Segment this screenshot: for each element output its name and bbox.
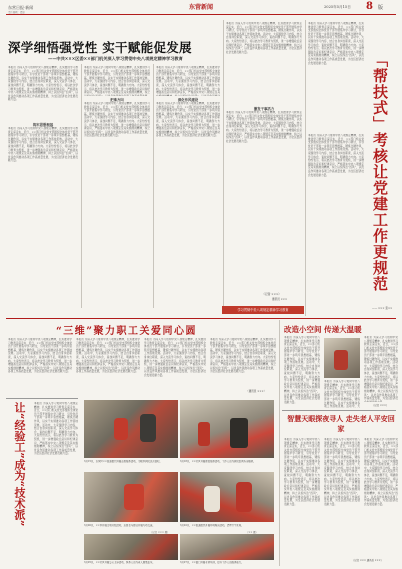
column-divider [81, 64, 82, 308]
photo-figure [204, 486, 220, 512]
right-top-byline: （记者 ×××） [372, 404, 389, 407]
three-line-byline: （通讯员 ×××） [246, 390, 267, 393]
photo-figure [334, 350, 348, 370]
photo-caption-1: 3月15日，东营区××街道组织开展志愿服务活动，为辖区居民送去温暖。 [84, 460, 162, 463]
right-top-photo [324, 338, 360, 378]
photo-1 [84, 400, 178, 458]
photo-6 [180, 534, 274, 560]
section-divider [282, 410, 396, 411]
three-line-col-4: 本报讯 为深入学习贯彻中央八项规定精神，扎实推进学习教育走深走实，近日，××部门机关党支部组织全体党员干部开展集中学习研讨，引导党员干部进一步筑牢思想根基，锤炼过硬作风，以实干实绩推动各项工作落地见效。活动中，大家围绕学习内容，结合自身岗位职责，深入交流学习体会，查找问题不足，明确努力方向。大家纷纷表示，将以此次学习教育为契机，进一步增强政治意识和纪律意识，严格落实中央八项规定及其实施细则精神，持之以恒纠治“四风”，以优良作风推动各项工作高质量发展，为全区经济社会发展贡献力量。 [210, 338, 276, 374]
right-top-col-1: 本报讯 为深入学习贯彻中央八项规定精神，扎实推进学习教育走深走实，近日，××部门机关党支部组织全体党员干部开展集中学习研讨，引导党员干部进一步筑牢思想根基，锤炼过硬作风，以实干实绩推动各项工作落地见效。活动中，大家围绕学习内容，结合自身岗位职责，深入交流学习体会，查找问题不足，明确努力方向。大家纷纷表示，将以此次学习教育为契机，进一步增强政治意识和纪律意识，严格落实中央八项规定及其实施细则精神，持之以恒纠治“四风”，以优良作风推动各项工作高质量发展，为全区经济社会发展贡献力量。 [284, 336, 320, 404]
commentary-title [368, 52, 396, 292]
banner-strip-text: 学习贯彻中央八项规定精神学习教育 [237, 308, 289, 312]
photo-4 [180, 472, 274, 522]
lead-column-3b: 本报讯 为深入学习贯彻中央八项规定精神，扎实推进学习教育走深走实，近日，××部门机关党支部组织全体党员干部开展集中学习研讨，引导党员干部进一步筑牢思想根基，锤炼过硬作风，以实干实绩推动各项工作落地见效。活动中，大家围绕学习内容，结合自身岗位职责，深入交流学习体会，查找问题不足，明确努力方向。大家纷纷表示，将以此次学习教育为契机，进一步增强政治意识和纪律意识，严格落实中央八项规定及其实施细则精神，持之以恒纠治“四风”，以优良作风推动各项工作高质量发展，为全区经济社会发展贡献力量。 [156, 102, 220, 138]
photo-caption-4: 3月22日，××街道组织开展环境整治活动，清理卫生死角。 [180, 524, 244, 527]
photo-figure [230, 418, 248, 448]
left-vertical-body: 本报讯 为深入学习贯彻中央八项规定精神，扎实推进学习教育走深走实，近日，××部门机关党支部组织全体党员干部开展集中学习研讨，引导党员干部进一步筑牢思想根基，锤炼过硬作风，以实干实绩推动各项工作落地见效。活动中，大家围绕学习内容，结合自身岗位职责，深入交流学习体会，查找问题不足，明确努力方向。大家纷纷表示，将以此次学习教育为契机，进一步增强政治意识和纪律意识，严格落实中央八项规定及其实施细则精神，持之以恒纠治“四风”，以优良作风推动各项工作高质量发展，为全区经济社会发展贡献力量。 [34, 402, 78, 456]
section-title: 东营新闻 [188, 4, 213, 11]
right-bottom-col-1: 本报讯 为深入学习贯彻中央八项规定精神，扎实推进学习教育走深走实，近日，××部门机关党支部组织全体党员干部开展集中学习研讨，引导党员干部进一步筑牢思想根基，锤炼过硬作风，以实干实绩推动各项工作落地见效。活动中，大家围绕学习内容，结合自身岗位职责，深入交流学习体会，查找问题不足，明确努力方向。大家纷纷表示，将以此次学习教育为契机，进一步增强政治意识和纪律意识，严格落实中央八项规定及其实施细则精神，持之以恒纠治“四风”，以优良作风推动各项工作高质量发展，为全区经济社会发展贡献力量。 [284, 438, 320, 506]
lead-column-1: 本报讯 为深入学习贯彻中央八项规定精神，扎实推进学习教育走深走实，近日，××部门机关党支部组织全体党员干部开展集中学习研讨，引导党员干部进一步筑牢思想根基，锤炼过硬作风，以实干实绩推动各项工作落地见效。活动中，大家围绕学习内容，结合自身岗位职责，深入交流学习体会，查找问题不足，明确努力方向。大家纷纷表示，将以此次学习教育为契机，进一步增强政治意识和纪律意识，严格落实中央八项规定及其实施细则精神，持之以恒纠治“四风”，以优良作风推动各项工作高质量发展，为全区经济社会发展贡献力量。 [8, 66, 78, 102]
photo-figure [198, 422, 210, 446]
photo-caption-5: 3月25日，××社区开展爱心义诊活动，医务人员为老人测量血压。 [84, 561, 155, 564]
lead-column-2: 本报讯 为深入学习贯彻中央八项规定精神，扎实推进学习教育走深走实，近日，××部门机关党支部组织全体党员干部开展集中学习研讨，引导党员干部进一步筑牢思想根基，锤炼过硬作风，以实干实绩推动各项工作落地见效。活动中，大家围绕学习内容，结合自身岗位职责，深入交流学习体会，查找问题不足，明确努力方向。大家纷纷表示，将以此次学习教育为契机，进一步增强政治意识和纪律意识，严格落实中央八项规定及其实施细则精神，持之 [84, 66, 150, 95]
column-divider [279, 320, 280, 566]
three-line-col-3: 本报讯 为深入学习贯彻中央八项规定精神，扎实推进学习教育走深走实，近日，××部门机关党支部组织全体党员干部开展集中学习研讨，引导党员干部进一步筑牢思想根基，锤炼过硬作风，以实干实绩推动各项工作落地见效。活动中，大家围绕学习内容，结合自身岗位职责，深入交流学习体会，查找问题不足，明确努力方向。大家纷纷表示，将以此次学习教育为契机，进一步增强政治意识和纪律意识，严格落实中央八项规定及其实施细则精神，持之以恒纠治“四风”，以优良作风推动各项工作高质量发展，为全区经济社会发展贡献力量。 [144, 338, 206, 377]
column-divider [223, 20, 224, 308]
right-bottom-headline [284, 414, 398, 434]
three-line-col-2: 本报讯 为深入学习贯彻中央八项规定精神，扎实推进学习教育走深走实，近日，××部门机关党支部组织全体党员干部开展集中学习研讨，引导党员干部进一步筑牢思想根基，锤炼过硬作风，以实干实绩推动各项工作落地见效。活动中，大家围绕学习内容，结合自身岗位职责，深入交流学习体会，查找问题不足，明确努力方向。大家纷纷表示，将以此次学习教育为契机，进一步增强政治意识和纪律意识，严格落实中央八项规定及其实施细则精神，持之以恒纠治“四风”，以优良作风推动各项工作高质量发展，为全区经济社会发展贡献力量。 [76, 338, 140, 374]
three-line-headline: “三维”聚力职工关爱同心圆 [56, 326, 198, 337]
column-divider [305, 20, 306, 316]
banner-strip [222, 306, 304, 314]
masthead [0, 0, 402, 14]
photo-3 [84, 472, 178, 522]
right-bottom-col-2: 本报讯 为深入学习贯彻中央八项规定精神，扎实推进学习教育走深走实，近日，××部门机关党支部组织全体党员干部开展集中学习研讨，引导党员干部进一步筑牢思想根基，锤炼过硬作风，以实干实绩推动各项工作落地见效。活动中，大家围绕学习内容，结合自身岗位职责，深入交流学习体会，查找问题不足，明确努力方向。大家纷纷表示，将以此次学习教育为契机，进一步增强政治意识和纪律意识，严格落实中央八项规定及其实施细则精神，持之以恒纠治“四风”，以优良作风推动各项工作高质量发展，为全区经济社会发展贡献力量。 [324, 438, 360, 506]
photo-caption-2: 3月18日，××社区开展便民服务活动，工作人员为居民提供咨询服务。 [180, 460, 256, 463]
commentary-text-1: 本报讯 为深入学习贯彻中央八项规定精神，扎实推进学习教育走深走实，近日，××部门机关党支部组织全体党员干部开展集中学习研讨，引导党员干部进一步筑牢思想根基，锤炼过硬作风，以实干实绩推动各项工作落地见效。活动中，大家围绕学习内容，结合自身岗位职责，深入交流学习体会，查找问题不足，明确努力方向。大家纷纷表示，将以此次学习教育为契机，进一步增强政治意识和纪律意识，严格落实中央八项规定及其实施细则精神，持之以恒纠治“四风”，以优良作风推动各项工作高质量发展，为全区经济社会发展贡献力量。 [308, 22, 364, 65]
photo-caption-6: 3月27日，××部门开展业务培训，提升工作人员服务能力。 [180, 561, 244, 564]
column-divider [153, 64, 154, 308]
left-vertical-title-text: 让“经验工”成为“技术派” [13, 402, 26, 527]
page-unit: 版 [378, 5, 384, 11]
section-divider [6, 318, 396, 319]
photo-credit-1: （记者 ××× 摄） [150, 531, 170, 534]
lead-subheadline: ——中共×××区委××部门机关深入学习贯彻中央八项规定精神学习教育 [48, 56, 183, 61]
page-number: 8 [366, 1, 373, 12]
photo-figure [114, 418, 128, 440]
photo-figure [140, 414, 156, 442]
paper-name: 东营日报·新闻 [8, 5, 34, 10]
photo-caption-3: 3月20日，××区开展文明实践活动，志愿者与群众开展互动交流。 [84, 524, 155, 527]
lead-section-head-2: 把准方向 [110, 98, 124, 102]
photo-2 [180, 400, 274, 458]
lead-section-head-4: 激发干事活力 [253, 107, 275, 111]
lead-section-head-1: 筑牢思想根基 [32, 123, 54, 127]
lead-byline: （记者 ×××） [262, 292, 282, 296]
lead-section-head-3: 深化作风建设 [177, 98, 199, 102]
commentary-title-text: 「帮扶式」考核让党建工作更规范 [371, 52, 389, 292]
lead-column-4: 本报讯 为深入学习贯彻中央八项规定精神，扎实推进学习教育走深走实，近日，××部门机关党支部组织全体党员干部开展集中学习研讨，引导党员干部进一步筑牢思想根基，锤炼过硬作风，以实干实绩推动各项工作落地见效。活动中，大家围绕学习内容，结合自身岗位职责，深入交流学习体会，查找问题不足，明确努力方向。大家纷纷表示，将以此次学习教育为契机，进一步增强政治意识和纪律意识，严格落实中央八项规定及其实施细则精神，持之以恒纠治“四风”，以优良作风推动各项工作高质量发展，为全区经济社会发展贡献力量。 [226, 22, 302, 54]
lead-column-2b: 本报讯 为深入学习贯彻中央八项规定精神，扎实推进学习教育走深走实，近日，××部门机关党支部组织全体党员干部开展集中学习研讨，引导党员干部进一步筑牢思想根基，锤炼过硬作风，以实干实绩推动各项工作落地见效。活动中，大家围绕学习内容，结合自身岗位职责，深入交流学习体会，查找问题不足，明确努力方向。大家纷纷表示，将以此次学习教育为契机，进一步增强政治意识和纪律意识，严格落实中央八项规定及其实施细则精神，持之以恒纠治“四风”，以优良作风推动各项工作高质量发展，为全区经济社会发展贡献力量。 [84, 102, 150, 138]
commentary-text-2: 本报讯 为深入学习贯彻中央八项规定精神，扎实推进学习教育走深走实，近日，××部门机关党支部组织全体党员干部开展集中学习研讨，引导党员干部进一步筑牢思想根基，锤炼过硬作风，以实干实绩推动各项工作落地见效。活动中，大家围绕学习内容，结合自身岗位职责，深入交流学习体会，查找问题不足，明确努力方向。大家纷纷表示，将以此次学习教育为契机，进一步增强政治意识和纪律意识，严格落实中央八项规定及其实施细则精神，持之以恒纠治“四风”，以优良作风推动各项工作高质量发展，为全区经济社会发展贡献力量。 [308, 134, 364, 177]
lead-column-4b: 本报讯 为深入学习贯彻中央八项规定精神，扎实推进学习教育走深走实，近日，××部门机关党支部组织全体党员干部开展集中学习研讨，引导党员干部进一步筑牢思想根基，锤炼过硬作风，以实干实绩推动各项工作落地见效。活动中，大家围绕学习内容，结合自身岗位职责，深入交流学习体会，查找问题不足，明确努力方向。大家纷纷表示，将以此次学习教育为契机，进一步增强政治意识和纪律意识，严格落实中央八项规定及其实施细则精神，持之以恒纠治“四风”，以优良作风推动各项工作高质量发展，为全区经济社会发展贡献力量。 [226, 111, 302, 143]
commentary-byline: —— ××× 张×× [372, 307, 393, 310]
lead-column-1b: 本报讯 为深入学习贯彻中央八项规定精神，扎实推进学习教育走深走实，近日，××部门机关党支部组织全体党员干部开展集中学习研讨，引导党员干部进一步筑牢思想根基，锤炼过硬作风，以实干实绩推动各项工作落地见效。活动中，大家围绕学习内容，结合自身岗位职责，深入交流学习体会，查找问题不足，明确努力方向。大家纷纷表示，将以此次学习教育为契机，进一步增强政治意识和纪律意识，严格落实中央八项规定及其实施细则精神，持之以恒纠治“四风”，以优良作风推动各项工作高质量发展，为全区经济社会发展贡献力量。 [8, 127, 78, 163]
three-line-col-1: 本报讯 为深入学习贯彻中央八项规定精神，扎实推进学习教育走深走实，近日，××部门机关党支部组织全体党员干部开展集中学习研讨，引导党员干部进一步筑牢思想根基，锤炼过硬作风，以实干实绩推动各项工作落地见效。活动中，大家围绕学习内容，结合自身岗位职责，深入交流学习体会，查找问题不足，明确努力方向。大家纷纷表示，将以此次学习教育为契机，进一步增强政治意识和纪律意识，严格落实中央八项规定及其实施细则精神，持之以恒纠治“四风”，以优良作风推动各项工作高质量发展，为全区经济社会发展贡献力量。 [8, 338, 72, 374]
right-bottom-headline-text: 智慧天眼探夜寻人 走失老人平安回家 [287, 414, 395, 433]
masthead-rule [6, 14, 396, 15]
lead-column-3: 本报讯 为深入学习贯彻中央八项规定精神，扎实推进学习教育走深走实，近日，××部门机关党支部组织全体党员干部开展集中学习研讨，引导党员干部进一步筑牢思想根基，锤炼过硬作风，以实干实绩推动各项工作落地见效。活动中，大家围绕学习内容，结合自身岗位职责，深入交流学习体会，查找问题不足，明确努力方向。大家纷纷表示，将以此次学习教育为契机，进一步增强政治意识和纪律意识，严格落实中央八项规定及其 [156, 66, 220, 95]
right-bottom-col-3: 本报讯 为深入学习贯彻中央八项规定精神，扎实推进学习教育走深走实，近日，××部门机关党支部组织全体党员干部开展集中学习研讨，引导党员干部进一步筑牢思想根基，锤炼过硬作风，以实干实绩推动各项工作落地见效。活动中，大家围绕学习内容，结合自身岗位职责，深入交流学习体会，查找问题不足，明确努力方向。大家纷纷表示，将以此次学习教育为契机，进一步增强政治意识和纪律意识，严格落实中央八项规定及其实施细则精神，持之以恒纠治“四风”，以优良作风推动各项工作高质量发展，为全区经济社会发展贡献力量。 [364, 438, 398, 506]
photo-figure [124, 484, 144, 510]
issue-date: 2025年5月15日 [324, 5, 351, 9]
photo-figure [236, 482, 252, 512]
section-divider [6, 398, 78, 399]
editor-credit: 责任编辑：谭卓 [8, 11, 25, 14]
lead-headline: 深学细悟强党性 实干赋能促发展 [8, 40, 192, 55]
right-top-col-3: 本报讯 为深入学习贯彻中央八项规定精神，扎实推进学习教育走深走实，近日，××部门机关党支部组织全体党员干部开展集中学习研讨，引导党员干部进一步筑牢思想根基，锤炼过硬作风，以实干实绩推动各项工作落地见效。活动中，大家围绕学习内容，结合自身岗位职责，深入交流学习体会，查找问题不足，明确努力方向。大家纷纷表示，将以此次学习教育为契机，进一步增强政治意识和纪律意识，严格落实中央八项规定及其实施细则精神，持之以恒纠治“四风”，以优良作风推动各项工作高质量发展，为全区经济社 [364, 336, 398, 401]
right-top-headline: 改造小空间 传递大温暖 [284, 325, 362, 334]
left-vertical-title [10, 402, 34, 562]
lead-correspondent: 通讯员 ××× [272, 298, 288, 301]
right-bottom-byline: （记者 ××× 通讯员 ×××） [352, 559, 384, 562]
right-top-col-2: 本报讯 为深入学习贯彻中央八项规定精神，扎实推进学习教育走深走实，近日，××部门机关党支部组织全体党员干部开展集中学习研讨，引导党员干部进一步筑牢思想根基，锤炼过硬作风，以实干实绩推动各项工作落地见效。活动中，大 [324, 380, 360, 408]
photo-credit-2: （×× 摄） [246, 531, 258, 534]
photo-5 [84, 534, 178, 560]
